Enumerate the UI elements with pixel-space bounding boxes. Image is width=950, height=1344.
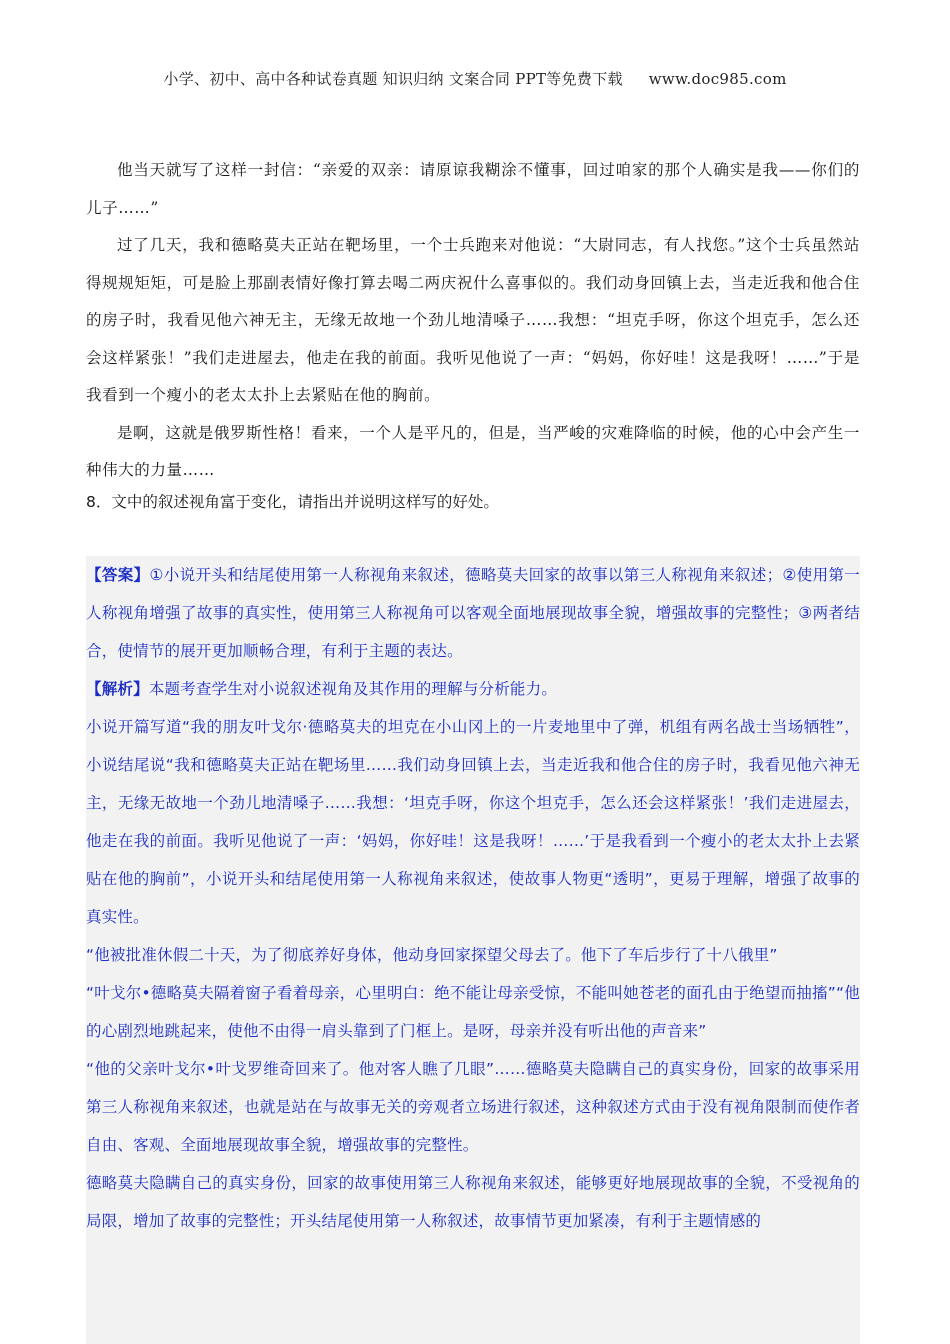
answer-paragraph — [86, 556, 860, 670]
answer-tag: 【答案】 — [86, 566, 150, 584]
header-text: 小学、初中、高中各种试卷真题 知识归纳 文案合同 PPT等免费下载 — [163, 70, 623, 88]
analysis-tag: 【解析】 — [86, 680, 149, 698]
story-paragraph-1: 他当天就写了这样一封信：“亲爱的双亲：请原谅我糊涂不懂事，回过咱家的那个人确实是我——你们的儿子……” — [86, 161, 860, 217]
answer-block — [86, 556, 860, 1344]
answer-text: ①小说开头和结尾使用第一人称视角来叙述，德略莫夫回家的故事以第三人称视角来叙述；②使用第一人称视角增强了故事的真实性，使用第三人称视角可以客观全面地展现故事全貌，增强故事的完整性；③两者结合，使情节的展开更加顺畅合理，有利于主题的表达。 — [86, 566, 860, 660]
header-url[interactable]: www.doc985.com — [648, 70, 787, 88]
question-8: 8．文中的叙述视角富于变化，请指出并说明这样写的好处。 — [86, 493, 499, 511]
analysis-paragraph-3: “叶戈尔•德略莫夫隔着窗子看着母亲，心里明白：绝不能让母亲受惊，不能叫她苍老的面孔由于绝望而抽搐”“他的心剧烈地跳起来，使他不由得一肩头靠到了门框上。是呀，母亲并没有听出他的声音来” — [86, 984, 860, 1040]
analysis-paragraph-1: 小说开篇写道“我的朋友叶戈尔·德略莫夫的坦克在小山冈上的一片麦地里中了弹，机组有两名战士当场牺牲”，小说结尾说“我和德略莫夫正站在靶场里……我们动身回镇上去，当走近我和他合住的房子时，我看见他六神无主，无缘无故地一个劲儿地清嗓子……我想：‘坦克手呀，你这个坦克手，怎么还会这样紧张！’我们走进屋去，他走在我的前面。我听见他说了一声：‘妈妈，你好哇！这是我呀！……’于是我看到一个瘦小的老太太扑上去紧贴在他的胸前”，小说开头和结尾使用第一人称视角来叙述，使故事人物更“透明”，更易于理解，增强了故事的真实性。 — [86, 718, 860, 926]
story-paragraph-3: 是啊，这就是俄罗斯性格！看来，一个人是平凡的，但是，当严峻的灾难降临的时候，他的心中会产生一种伟大的力量…… — [86, 423, 860, 479]
story-paragraph-2: 过了几天，我和德略莫夫正站在靶场里，一个士兵跑来对他说：“大尉同志，有人找您。”这个士兵虽然站得规规矩矩，可是脸上那副表情好像打算去喝二两庆祝什么喜事似的。我们动身回镇上去，当走近我和他合住的房子时，我看见他六神无主，无缘无故地一个劲儿地清嗓子……我想：“坦克手呀，你这个坦克手，怎么还会这样紧张！”我们走进屋去，他走在我的前面。我听见他说了一声：“妈妈，你好哇！这是我呀！……”于是我看到一个瘦小的老太太扑上去紧贴在他的胸前。 — [86, 236, 860, 404]
analysis-paragraph-5: 德略莫夫隐瞒自己的真实身份，回家的故事使用第三人称视角来叙述，能够更好地展现故事的全貌，不受视角的局限，增加了故事的完整性；开头结尾使用第一人称叙述，故事情节更加紧凑，有利于主题情感的 — [86, 1174, 860, 1230]
analysis-paragraph — [86, 670, 860, 708]
story-excerpt — [86, 152, 860, 490]
analysis-text: 本题考查学生对小说叙述视角及其作用的理解与分析能力。 — [148, 680, 558, 698]
analysis-paragraph-2: “他被批准休假二十天，为了彻底养好身体，他动身回家探望父母去了。他下了车后步行了十八俄里” — [86, 946, 778, 964]
analysis-paragraph-4: “他的父亲叶戈尔•叶戈罗维奇回来了。他对客人瞧了几眼”……德略莫夫隐瞒自己的真实身份，回家的故事采用第三人称视角来叙述，也就是站在与故事无关的旁观者立场进行叙述，这种叙述方式由于没有视角限制而使作者自由、客观、全面地展现故事全貌，增强故事的完整性。 — [86, 1060, 860, 1154]
page-header — [0, 68, 950, 89]
